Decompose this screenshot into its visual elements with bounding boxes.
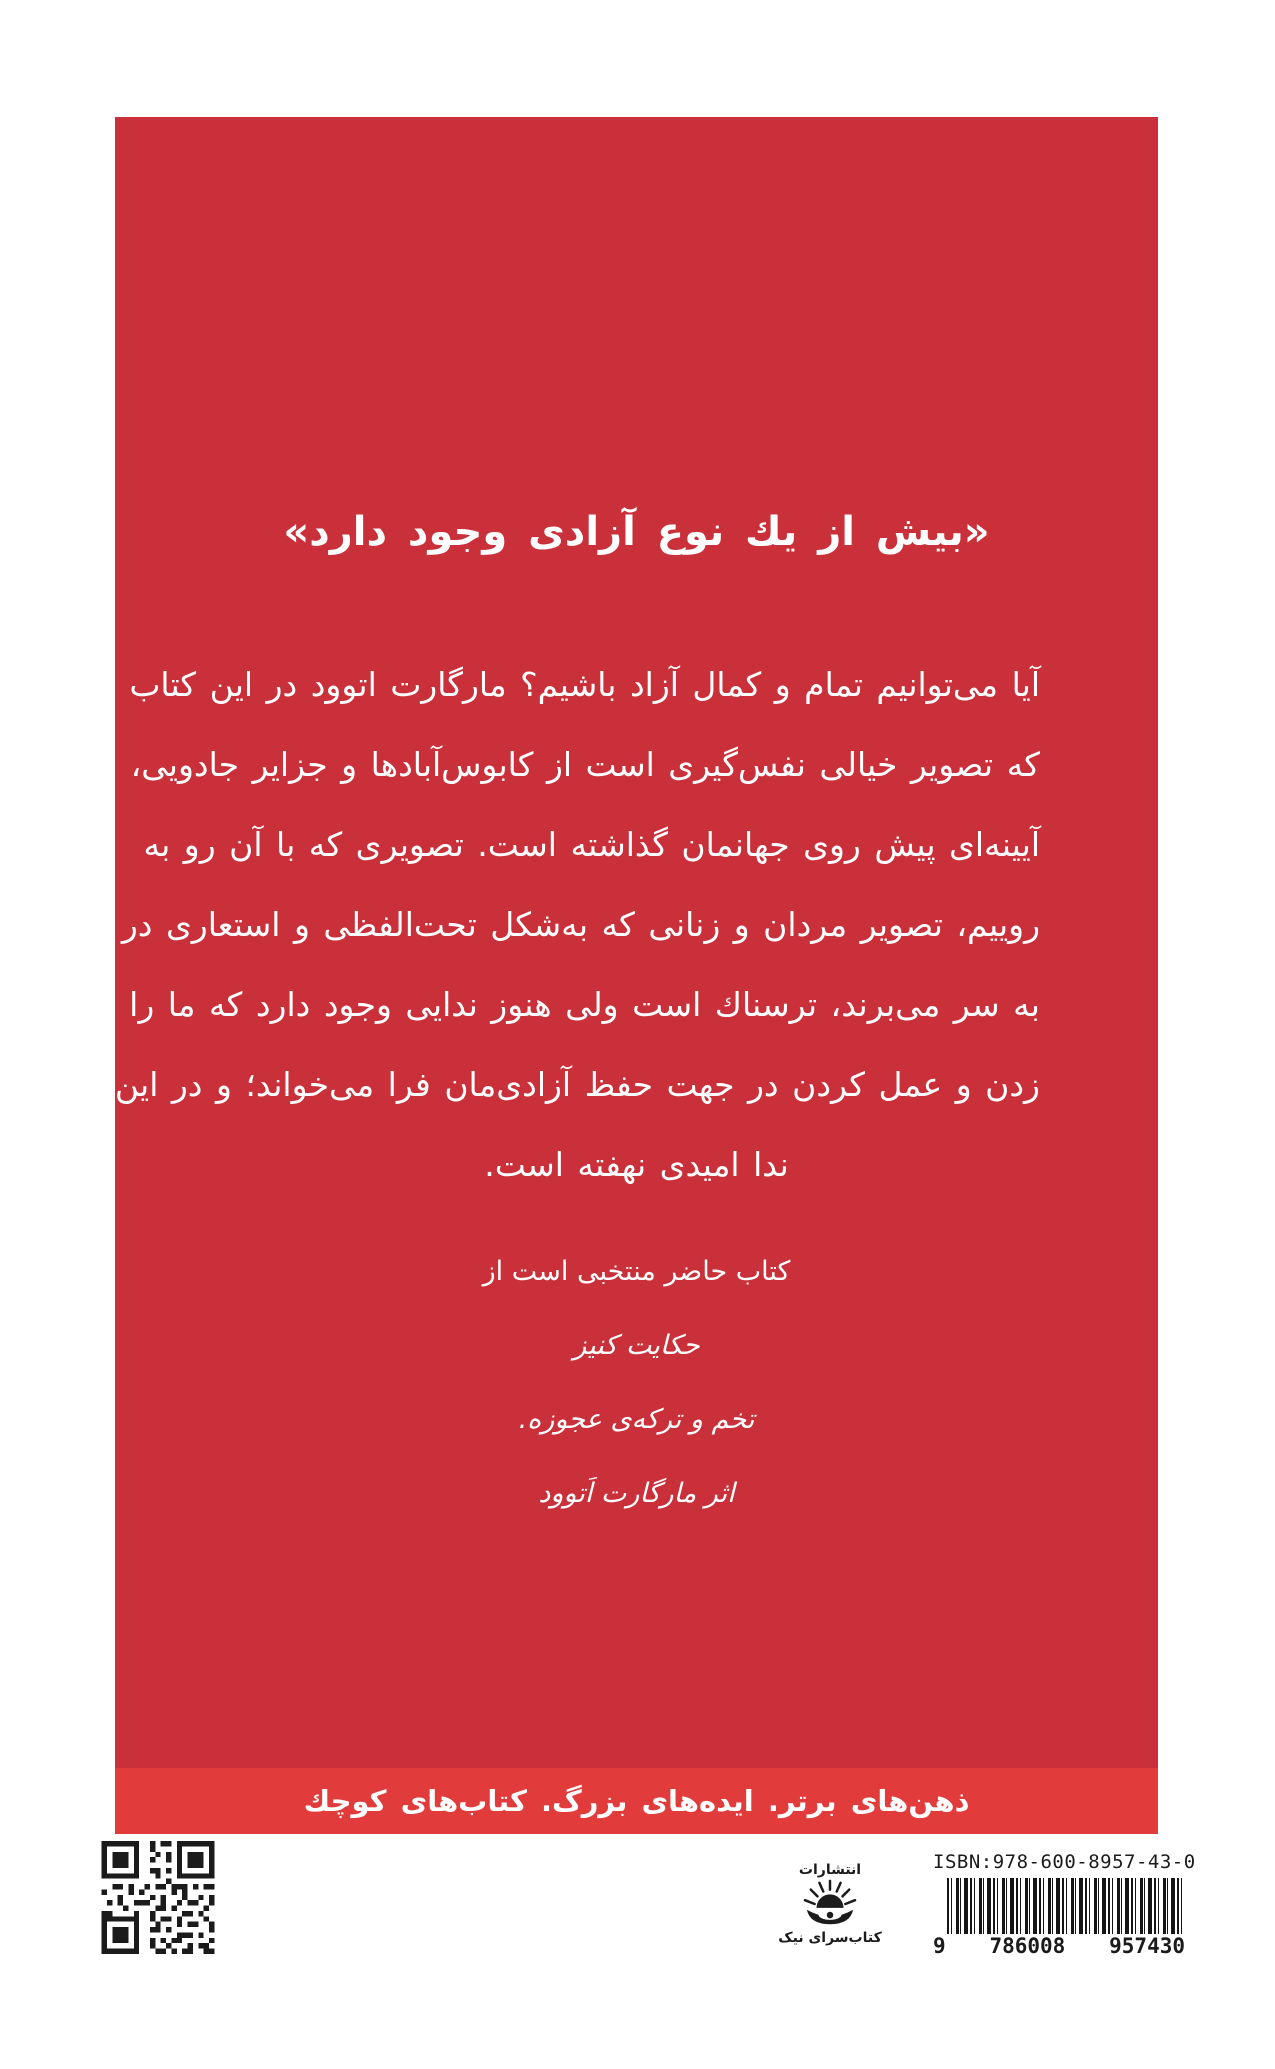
cover-red-panel	[2, 117, 1158, 1834]
blurb-paragraph	[2, 645, 1040, 1205]
isbn-label: ISBN:978-600-8957-43-0	[933, 1851, 1196, 1873]
qr-code-graphic	[100, 1841, 216, 1954]
publisher-name-top: انتشارات	[798, 1862, 862, 1878]
ean-barcode	[947, 1878, 1185, 1934]
barcode-digit-group: 9	[933, 1934, 946, 1958]
cover-quote: «بیش از یك نوع آزادی وجود دارد»	[283, 509, 990, 555]
selection-note: کتاب حاضر منتخبی است از	[482, 1256, 791, 1287]
publisher-sun-emblem-icon	[801, 1879, 859, 1929]
blurb-line: آیا می‌توانیم تمام و کمال آزاد باشیم؟ مارگارت اتوود در این کتاب	[129, 665, 1040, 704]
blurb-line: که تصویر خیالی نفس‌گیری است از کابوس‌آبادها و جزایر جادویی،	[130, 745, 1040, 784]
selected-work-title: حکایت کنیز	[573, 1330, 700, 1361]
barcode-digit-group: 786008	[989, 1934, 1066, 1958]
selected-work-author: اثر مارگارت اَتوود	[538, 1478, 735, 1509]
blurb-line: به سر می‌برند، ترسناك است ولی هنوز ندایی وجود دارد که ما را به حرف	[2, 985, 1040, 1024]
blurb-line: ندا امیدی نهفته است.	[484, 1145, 789, 1184]
barcode-digits	[933, 1934, 1185, 1958]
selection-block	[115, 1235, 1158, 1531]
publisher-logo	[768, 1862, 892, 1946]
selected-work-title: تخم و ترکه‌ی عجوزه.	[518, 1404, 755, 1435]
barcode-digit-group: 957430	[1109, 1934, 1185, 1958]
blurb-line: آیینه‌ای پیش روی جهانمان گذاشته است. تصویری که با آن رو به	[143, 825, 1040, 864]
blurb-line: زدن و عمل کردن در جهت حفظ آزادی‌مان فرا می‌خواند؛ و در این	[114, 1065, 1040, 1104]
isbn-block	[933, 1851, 1196, 1958]
qr-code-icon	[100, 1841, 216, 1954]
blurb-line: روییم، تصویر مردان و زنانی که به‌شکل تحت‌الفظی و استعاری در زندان	[32, 905, 1040, 944]
publisher-name-bottom: کتاب‌سرای نیک	[778, 1930, 882, 1946]
series-tagline: ذهن‌های برتر. ایده‌های بزرگ. کتاب‌های کوچك	[303, 1784, 970, 1818]
series-tagline-band	[115, 1768, 1158, 1834]
